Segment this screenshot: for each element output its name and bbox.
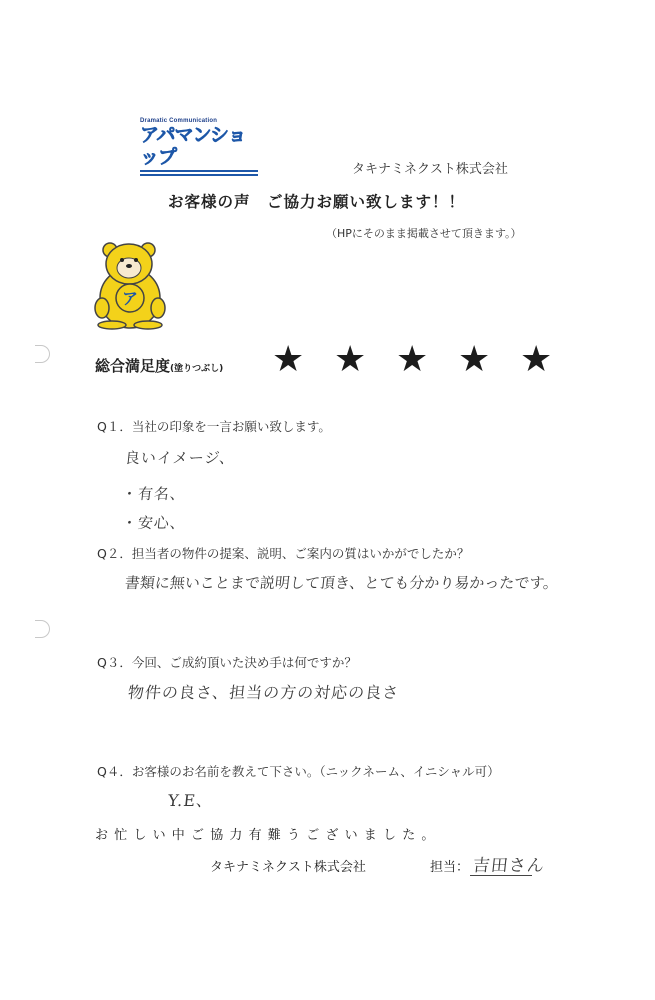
satisfaction-label [95,355,223,376]
question-1: Q１．当社の印象を一言お願い致します。 [97,419,331,434]
page-title: お客様の声 ご協力お願い致します！！ [168,193,466,211]
logo-underline [140,170,258,176]
satisfaction-note: (塗りつぶし) [170,364,224,374]
staff-label: 担当： [430,860,470,875]
satisfaction-stars [272,338,557,382]
answer-1-line-3: ・安心、 [121,514,187,532]
star-icon: ★ [272,339,305,380]
staff-name: 吉田さん [471,856,546,876]
question-4: Q４．お客様のお名前を教えて下さい。（ニックネーム、イニシャル可） [97,764,500,779]
company-name-bottom: タキナミネクスト株式会社 [210,860,366,875]
binder-hole [35,345,50,363]
binder-hole [35,620,50,638]
publication-note: （HPにそのまま掲載させて頂きます。） [326,227,522,240]
question-3: Q３．今回、ご成約頂いた決め手は何ですか？ [97,655,357,670]
staff-underline [470,875,532,876]
svg-text:ア: ア [121,289,139,308]
star-icon: ★ [520,339,553,380]
closing-message: お忙しい中ご協力有難うございました。 [95,828,441,843]
star-icon: ★ [396,339,429,380]
logo-tagline: Dramatic Communication [140,118,218,124]
answer-4: Y.E、 [166,791,215,810]
company-name-top: タキナミネクスト株式会社 [352,162,508,177]
answer-1-line-1: 良いイメージ、 [124,449,237,467]
satisfaction-title: 総合満足度 [95,357,171,375]
star-icon: ★ [458,339,491,380]
mascot-icon [90,238,170,330]
answer-1-line-2: ・有名、 [121,485,187,503]
star-icon: ★ [334,339,367,380]
answer-2: 書類に無いことまで説明して頂き、とても分かり易かったです。 [124,574,560,592]
logo-name: アパマンショップ [140,124,246,168]
answer-3: 物件の良さ、担当の方の対応の良さ [126,683,401,702]
question-2: Q２．担当者の物件の提案、説明、ご案内の質はいかがでしたか？ [97,546,470,561]
apaman-shop-logo [140,118,262,166]
